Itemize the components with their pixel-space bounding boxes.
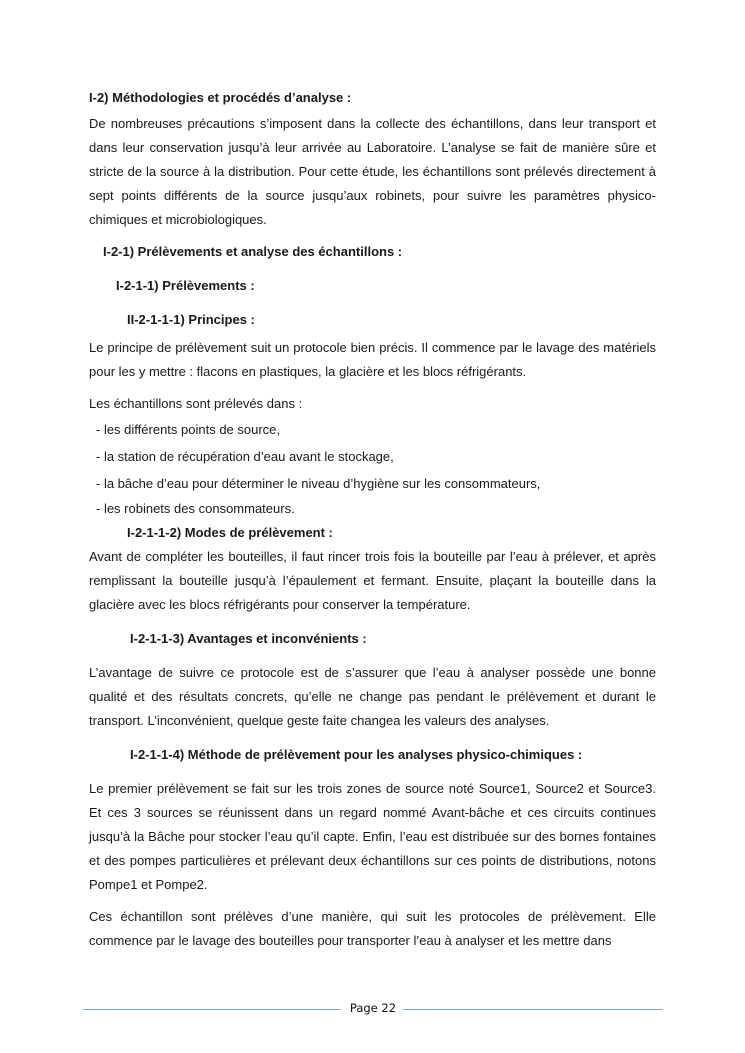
section-heading-modes: I-2-1-1-2) Modes de prélèvement :	[127, 525, 333, 540]
section-heading-i-2: I-2) Méthodologies et procédés d’analyse :	[89, 90, 352, 105]
list-item: - la station de récupération d’eau avant le stockage,	[96, 449, 394, 464]
section-heading-avantages: I-2-1-1-3) Avantages et inconvénients :	[130, 631, 367, 646]
footer-divider-left	[83, 1009, 341, 1010]
section-heading-i-2-1-1: I-2-1-1) Prélèvements :	[116, 278, 255, 293]
paragraph-avantages: L’avantage de suivre ce protocole est de s’assurer que l’eau à analyser possède une bonne qualité et des résultats concrets, qu’elle ne change pas pendant le prélèvement et durant le transport. L’inconvénient, quelque geste faite changea les valeurs des analyses.	[89, 665, 656, 728]
page-footer	[83, 998, 663, 1020]
paragraph-modes: Avant de compléter les bouteilles, il faut rincer trois fois la bouteille par l’eau à prélever, et après remplissant la bouteille jusqu’à l’épaulement et fermant. Ensuite, plaçant la bouteille dans la glacière avec les blocs réfrigérants pour conserver la température.	[89, 549, 656, 612]
section-heading-i-2-1: I-2-1) Prélèvements et analyse des échantillons :	[103, 244, 403, 259]
page-content	[89, 86, 656, 953]
section-heading-principes: II-2-1-1-1) Principes :	[127, 312, 255, 327]
section-heading-methode: I-2-1-1-4) Méthode de prélèvement pour les analyses physico-chimiques :	[130, 747, 583, 762]
paragraph-intro: De nombreuses précautions s’imposent dans la collecte des échantillons, dans leur transport et dans leur conservation jusqu’à leur arrivée au Laboratoire. L’analyse se fait de manière sûre et stricte de la source à la distribution. Pour cette étude, les échantillons sont prélevés directement à sept points différents de la source jusqu’aux robinets, pour suivre les paramètres physico-chimiques et microbiologiques.	[89, 116, 656, 227]
paragraph-final: Ces échantillon sont prélèves d’une manière, qui suit les protocoles de prélèvement. Elle commence par le lavage des bouteilles pour transporter l’eau à analyser et les mettre dans	[89, 909, 656, 948]
paragraph-echantillons: Les échantillons sont prélevés dans :	[89, 396, 303, 411]
footer-divider-right	[403, 1009, 663, 1010]
paragraph-methode: Le premier prélèvement se fait sur les trois zones de source noté Source1, Source2 et Source3. Et ces 3 sources se réunissent dans un regard nommé Avant-bâche et ces circuits continues jusqu’à la Bâche pour stocker l’eau qu’il capte. Enfin, l’eau est distribuée sur des bornes fontaines et des pompes particulières et prélevant deux échantillons sur ces points de distributions, notons Pompe1 et Pompe2.	[89, 781, 656, 892]
sampling-points-list	[89, 416, 656, 521]
list-item: - la bâche d’eau pour déterminer le niveau d’hygiène sur les consommateurs,	[96, 476, 541, 491]
list-item: - les robinets des consommateurs.	[96, 501, 295, 516]
page-number: Page 22	[349, 1001, 397, 1015]
list-item: - les différents points de source,	[96, 422, 281, 437]
paragraph-principe: Le principe de prélèvement suit un protocole bien précis. Il commence par le lavage des matériels pour les y mettre : flacons en plastiques, la glacière et les blocs réfrigérants.	[89, 340, 656, 379]
